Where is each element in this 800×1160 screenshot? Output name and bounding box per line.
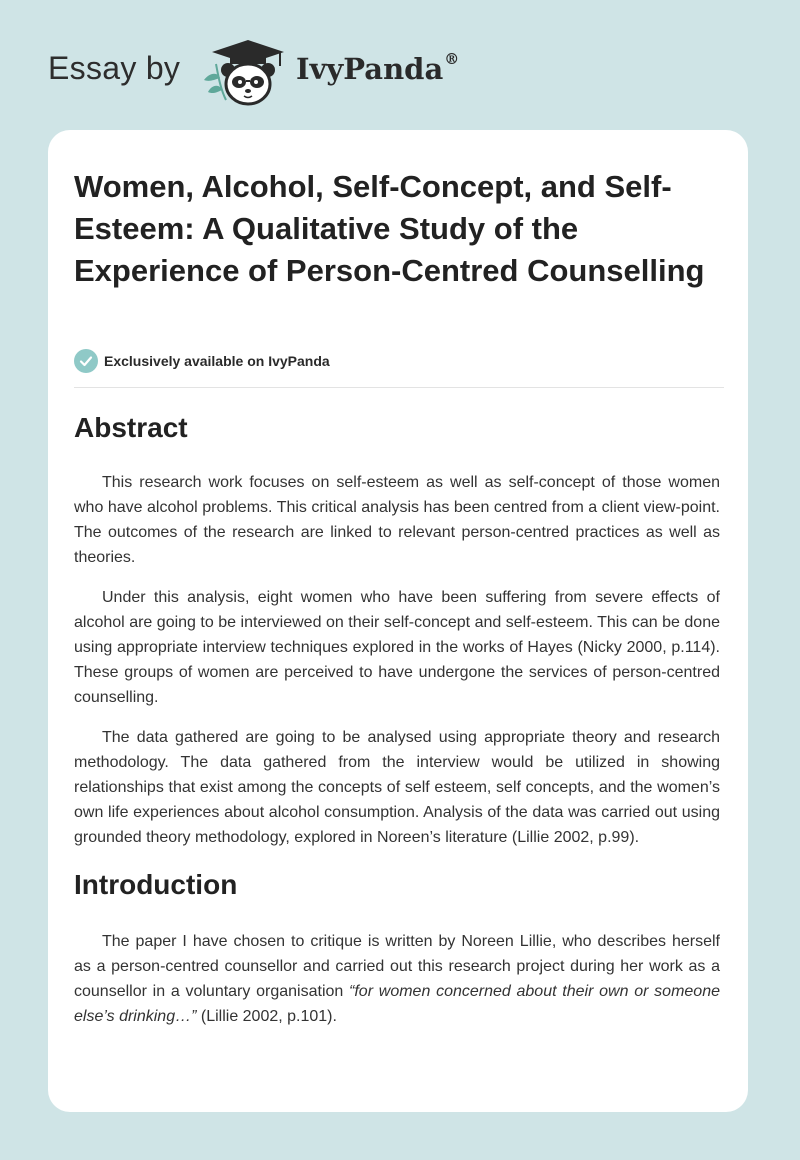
quote-text: “for women concerned about their own or someone else’s drinking…” [74, 983, 720, 1025]
exclusive-badge [74, 348, 330, 374]
registered-mark: ® [444, 50, 460, 68]
divider [74, 387, 724, 388]
site-header [48, 40, 748, 110]
abstract-paragraph: This research work focuses on self-esteem as well as self-concept of those women who have alcohol problems. This critical analysis has been centred from a client view-point. The outcomes of the research are linked to relevant person-centred practices as well as theories. [74, 474, 720, 566]
essay-content [74, 408, 720, 1044]
essay-by-label: Essay by [48, 50, 181, 86]
brand-name[interactable]: IvyPanda® [296, 50, 460, 86]
panda-logo-icon[interactable] [200, 34, 290, 110]
introduction-heading: Introduction [74, 869, 238, 900]
abstract-heading: Abstract [74, 412, 188, 443]
abstract-paragraph: Under this analysis, eight women who have been suffering from severe effects of alcohol are going to be interviewed on their self-concept and self-esteem. This can be done using appropriate interview techniques explored in the works of Hayes (Nicky 2000, p.114). These groups of women are perceived to have undergone the services of person-centred counselling. [74, 589, 720, 706]
page-title: Women, Alcohol, Self-Concept, and Self-Esteem: A Qualitative Study of the Experience of Person-Centred Counselling [74, 169, 705, 288]
badge-text: Exclusively available on IvyPanda [104, 353, 330, 369]
abstract-paragraph: The data gathered are going to be analysed using appropriate theory and research methodology. The data gathered from the interview would be utilized in showing relationships that exist among the concepts of self esteem, self concepts, and the women’s own life experiences about alcohol consumption. Analysis of the data was carried out using grounded theory methodology, explored in Noreen’s literature (Lillie 2002, p.99). [74, 729, 720, 846]
introduction-paragraph: The paper I have chosen to critique is written by Noreen Lillie, who describes herself as a person-centred counsellor and carried out this research project during her work as a counsellor in a voluntary organisation “for women concerned about their own or someone else’s drinking…” (Lillie 2002, p.101). [74, 933, 720, 1025]
essay-card [48, 130, 748, 1112]
check-icon [74, 349, 98, 373]
